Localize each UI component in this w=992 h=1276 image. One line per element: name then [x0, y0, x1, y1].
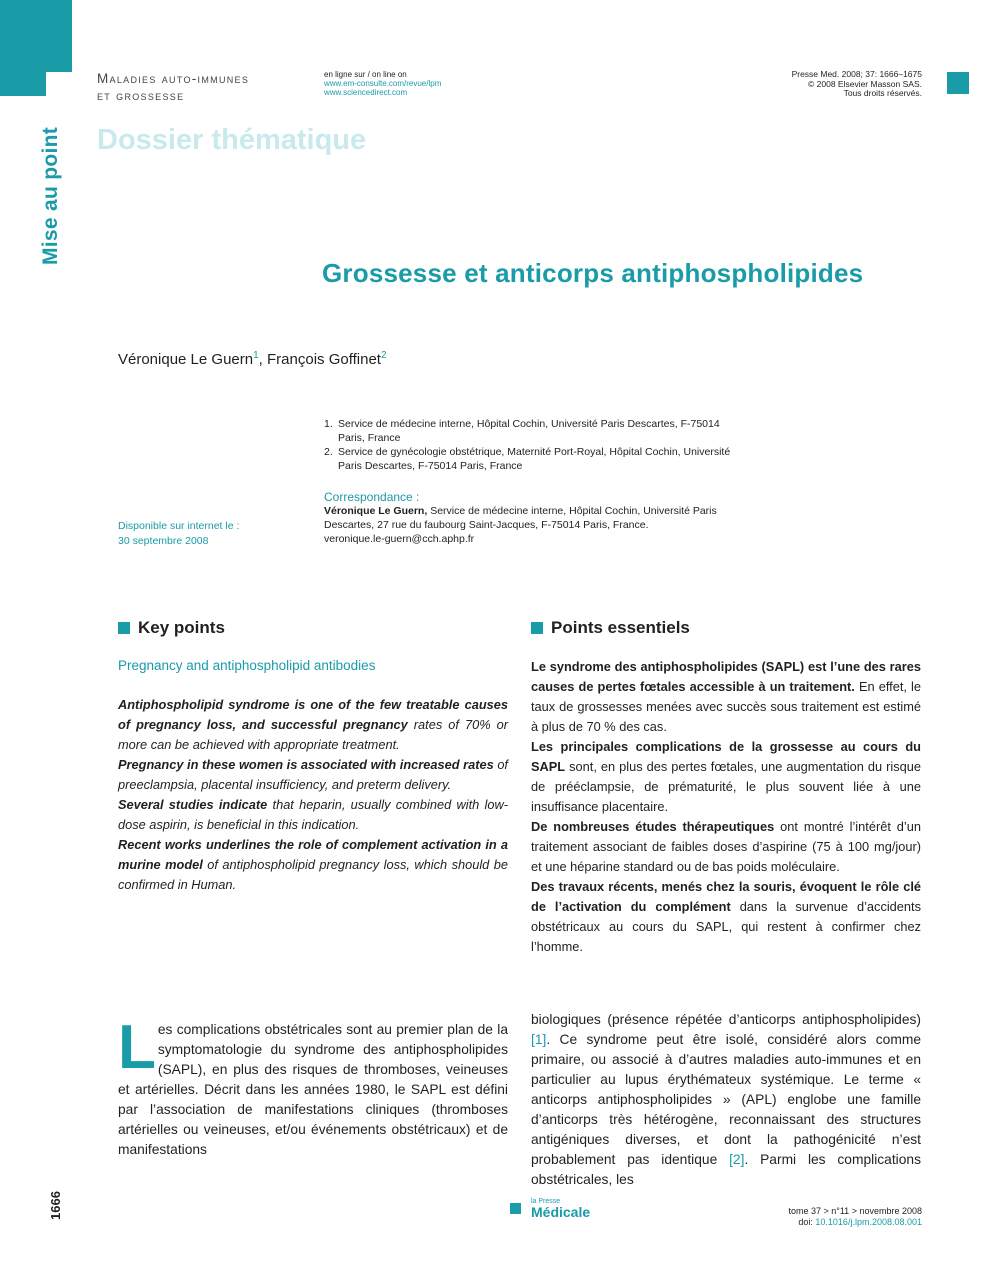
- key-point-bold: Antiphospholipid syndrome is one of the few treatable causes of pregnancy loss, and successful pregnancy: [118, 697, 508, 732]
- affiliation-number: 2.: [324, 446, 333, 458]
- key-point-bold: Recent works underlines the role of complement activation in a murine model: [118, 837, 508, 872]
- authors: [118, 350, 387, 368]
- page-number: 1666: [48, 1191, 63, 1220]
- footer-info: [788, 1206, 922, 1227]
- body-right-text-a: biologiques (présence répétée d’anticorps antiphospholipides): [531, 1012, 921, 1027]
- key-point-bold: Pregnancy in these women is associated with increased rates: [118, 757, 494, 772]
- essential-point-text: dans la survenue d’accidents obstétricaux au cours du SAPL, qui restent à confirmer chez l’homme.: [531, 899, 921, 954]
- key-point-item: [118, 795, 508, 835]
- doi-line: [788, 1217, 922, 1228]
- availability: [118, 519, 239, 549]
- journal-square-icon: [510, 1203, 521, 1214]
- essential-point-bold: Les principales complications de la grossesse au cours du SAPL: [531, 739, 921, 774]
- affiliations: [324, 417, 744, 473]
- essential-point-bold: Des travaux récents, menés chez la souris, évoquent le rôle clé de l’activation du complément: [531, 879, 921, 914]
- citation: [792, 70, 922, 99]
- essential-point-item: [531, 877, 921, 957]
- affiliation-text: Service de médecine interne, Hôpital Cochin, Université Paris Descartes, F-75014 Paris, France: [338, 418, 720, 444]
- affiliation-number: 1.: [324, 418, 333, 430]
- author-separator: ,: [258, 351, 268, 368]
- section-title: [97, 70, 249, 104]
- correspondance-email[interactable]: veronique.le-guern@cch.aphp.fr: [324, 533, 475, 545]
- journal-logo-small: la Presse: [531, 1198, 561, 1205]
- body-left-column: [118, 1013, 508, 1160]
- body-right-column: [531, 1010, 921, 1190]
- issue-info: tome 37 > n°11 > novembre 2008: [788, 1206, 922, 1216]
- essential-point-text: sont, en plus des pertes fœtales, une augmentation du risque de prééclampsie, de prématurité, le plus souvent liée à une insuffisance placentaire.: [531, 759, 921, 814]
- corner-square: [947, 72, 969, 94]
- essential-point-item: [531, 657, 921, 737]
- essential-point-text: En effet, le taux de grossesses menées avec succès sous traitement est estimé à plus de 70 % des cas.: [531, 679, 921, 734]
- citation-line-3: Tous droits réservés.: [843, 88, 922, 98]
- key-point-text: that heparin, usually combined with low-dose aspirin, is beneficial in this indication.: [118, 797, 509, 832]
- available-label: Disponible sur internet le :: [118, 520, 240, 532]
- article-title: Grossesse et anticorps antiphospholipides: [322, 258, 864, 288]
- available-date: 30 septembre 2008: [118, 535, 209, 547]
- points-essentiels-body: [531, 657, 921, 957]
- online-url-1[interactable]: www.em-consulte.com/revue/lpm: [324, 79, 442, 88]
- key-point-item: [118, 835, 508, 895]
- dossier-heading: Dossier thématique: [97, 124, 367, 156]
- citation-line-1: Presse Med. 2008; 37: 1666–1675: [791, 69, 922, 79]
- author-2-affil: 2: [380, 350, 387, 361]
- journal-logo-name: Médicale: [531, 1204, 591, 1220]
- key-point-bold: Several studies indicate: [118, 797, 268, 812]
- reference-link[interactable]: [2]: [729, 1152, 745, 1167]
- online-url-2[interactable]: www.sciencedirect.com: [324, 88, 408, 97]
- points-essentiels-heading-text: Points essentiels: [551, 618, 690, 637]
- affiliation-item: [324, 445, 744, 473]
- affiliation-text: Service de gynécologie obstétrique, Maternité Port-Royal, Hôpital Cochin, Université Paris Descartes, F-75014 Paris, France: [338, 446, 731, 472]
- correspondance-label: Correspondance :: [324, 490, 420, 504]
- section-title-line1: Maladies auto-immunes: [97, 71, 250, 86]
- bullet-square-icon: [531, 622, 543, 634]
- key-point-text: of preeclampsia, placental insufficiency, and preterm delivery.: [118, 757, 508, 792]
- side-label: Mise au point: [39, 126, 62, 265]
- online-links: [324, 70, 441, 97]
- points-essentiels-heading: [531, 618, 690, 638]
- key-points-heading: [118, 618, 225, 638]
- citation-line-2: © 2008 Elsevier Masson SAS.: [808, 78, 922, 89]
- affiliation-item: [324, 417, 744, 445]
- correspondance-address: [324, 504, 744, 532]
- essential-point-bold: Le syndrome des antiphospholipides (SAPL) est l’une des rares causes de pertes fœtales accessible à un traitement.: [531, 659, 921, 694]
- author-2: François Goffinet: [267, 351, 381, 368]
- key-point-item: [118, 695, 508, 755]
- bullet-square-icon: [118, 622, 130, 634]
- essential-point-text: ont montré l’intérêt d’un traitement associant de faibles doses d’aspirine (75 à 100 mg/jour) et une héparine standard ou de bas poids moléculaire.: [531, 819, 921, 874]
- section-title-line2: et grossesse: [97, 88, 185, 103]
- journal-logo: [510, 1198, 590, 1219]
- key-point-text: of antiphospholipid pregnancy loss, which should be confirmed in Human.: [118, 857, 509, 892]
- reference-link[interactable]: [1]: [531, 1032, 547, 1047]
- drop-cap: L: [118, 1013, 156, 1082]
- key-points-subheading: Pregnancy and antiphospholipid antibodies: [118, 658, 376, 673]
- key-points-body: [118, 695, 508, 895]
- corner-decoration: [0, 0, 72, 96]
- key-points-heading-text: Key points: [138, 618, 225, 637]
- correspondance-name: Véronique Le Guern,: [324, 505, 428, 517]
- key-point-item: [118, 755, 508, 795]
- essential-point-bold: De nombreuses études thérapeutiques: [531, 819, 775, 834]
- essential-point-item: [531, 737, 921, 817]
- body-left-text: es complications obstétricales sont au premier plan de la symptomatologie du syndrome des antiphospholipides (SAPL), en plus des risques de thromboses, veineuses et artérielles. Décrit dans les années 1980, le SAPL est défini par l’association de manifestations cliniques (thromboses artérielles ou veineuses, et/ou événements obstétricaux) et de manifestations: [118, 1022, 508, 1157]
- author-1: Véronique Le Guern: [118, 351, 254, 368]
- key-point-text: rates of 70% or more can be achieved with appropriate treatment.: [118, 717, 508, 752]
- body-right-text-c: . Parmi les complications obstétricales, les: [531, 1152, 921, 1187]
- correspondance: [324, 490, 744, 546]
- body-right-text-b: . Ce syndrome peut être isolé, considéré alors comme primaire, ou associé à d’autres maladies auto-immunes et en particulier au lupus érythémateux systémique. Le terme « anticorps antiphospholipides » (APL) englobe une famille d’anticorps très hétérogène, reconnaissant des structures antigéniques diverses, et dont la pathogénicité n’est probablement pas identique: [531, 1032, 921, 1167]
- doi-label: doi:: [798, 1216, 816, 1227]
- doi-link[interactable]: 10.1016/j.lpm.2008.08.001: [815, 1216, 922, 1227]
- author-1-affil: 1: [253, 350, 259, 361]
- essential-point-item: [531, 817, 921, 877]
- online-label: en ligne sur / on line on: [324, 70, 407, 79]
- correspondance-address-text: Service de médecine interne, Hôpital Cochin, Université Paris Descartes, 27 rue du faubourg Saint-Jacques, F-75014 Paris, France.: [324, 505, 717, 531]
